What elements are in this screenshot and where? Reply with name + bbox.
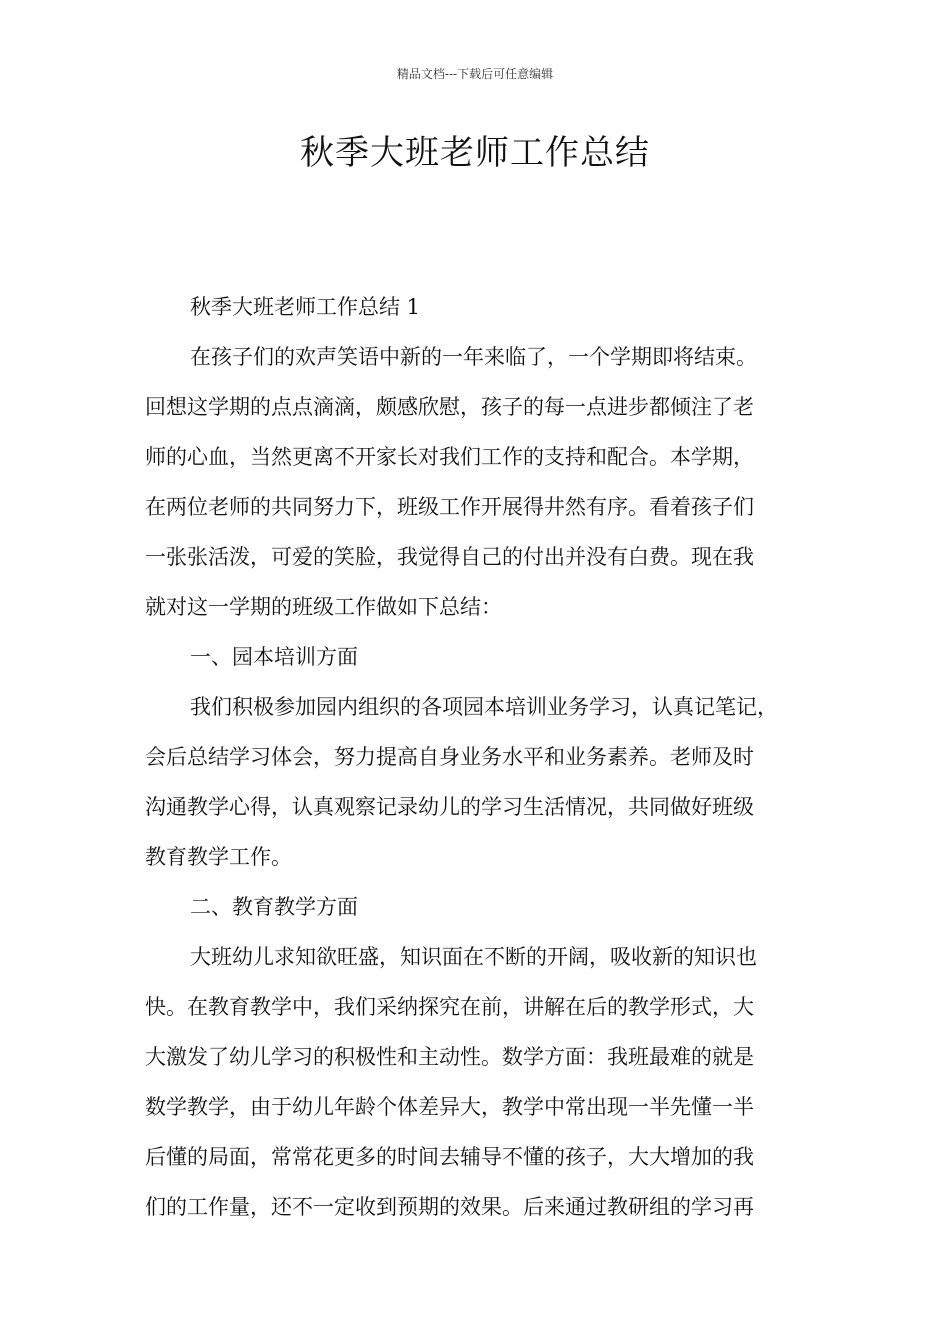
text-line: 教育教学工作。 [145, 845, 292, 869]
text-line: 会后总结学习体会，努力提高自身业务水平和业务素养。老师及时 [145, 745, 754, 769]
text-line: 二、教育教学方面 [190, 895, 358, 919]
text-line: 在孩子们的欢声笑语中新的一年来临了，一个学期即将结束。 [190, 345, 757, 369]
text-line: 一张张活泼，可爱的笑脸，我觉得自己的付出并没有白费。现在我 [145, 545, 754, 569]
document-body [145, 282, 835, 1232]
text-line: 大班幼儿求知欲旺盛，知识面在不断的开阔，吸收新的知识也 [190, 945, 757, 969]
header-note: 精品文档---下载后可任意编辑 [396, 67, 554, 81]
text-line: 一、园本培训方面 [190, 645, 358, 669]
text-line: 在两位老师的共同努力下，班级工作开展得井然有序。看着孩子们 [145, 495, 754, 519]
text-line: 数学教学，由于幼儿年龄个体差异大，教学中常出现一半先懂一半 [145, 1095, 754, 1119]
text-line: 沟通教学心得，认真观察记录幼儿的学习生活情况，共同做好班级 [145, 795, 754, 819]
text-line: 回想这学期的点点滴滴，颇感欣慰，孩子的每一点进步都倾注了老 [145, 395, 754, 419]
text-line: 就对这一学期的班级工作做如下总结： [145, 595, 502, 619]
text-line: 大激发了幼儿学习的积极性和主动性。数学方面：我班最难的就是 [145, 1045, 754, 1069]
text-line: 后懂的局面，常常花更多的时间去辅导不懂的孩子，大大增加的我 [145, 1145, 754, 1169]
text-line: 我们积极参加园内组织的各项园本培训业务学习，认真记笔记， [190, 695, 778, 719]
text-line: 秋季大班老师工作总结 1 [190, 295, 421, 319]
document-title: 秋季大班老师工作总结 [300, 133, 650, 173]
text-line: 们的工作量，还不一定收到预期的效果。后来通过教研组的学习再 [145, 1195, 754, 1219]
text-line: 师的心血，当然更离不开家长对我们工作的支持和配合。本学期， [145, 445, 754, 469]
text-line: 快。在教育教学中，我们采纳探究在前，讲解在后的教学形式，大 [145, 995, 754, 1019]
